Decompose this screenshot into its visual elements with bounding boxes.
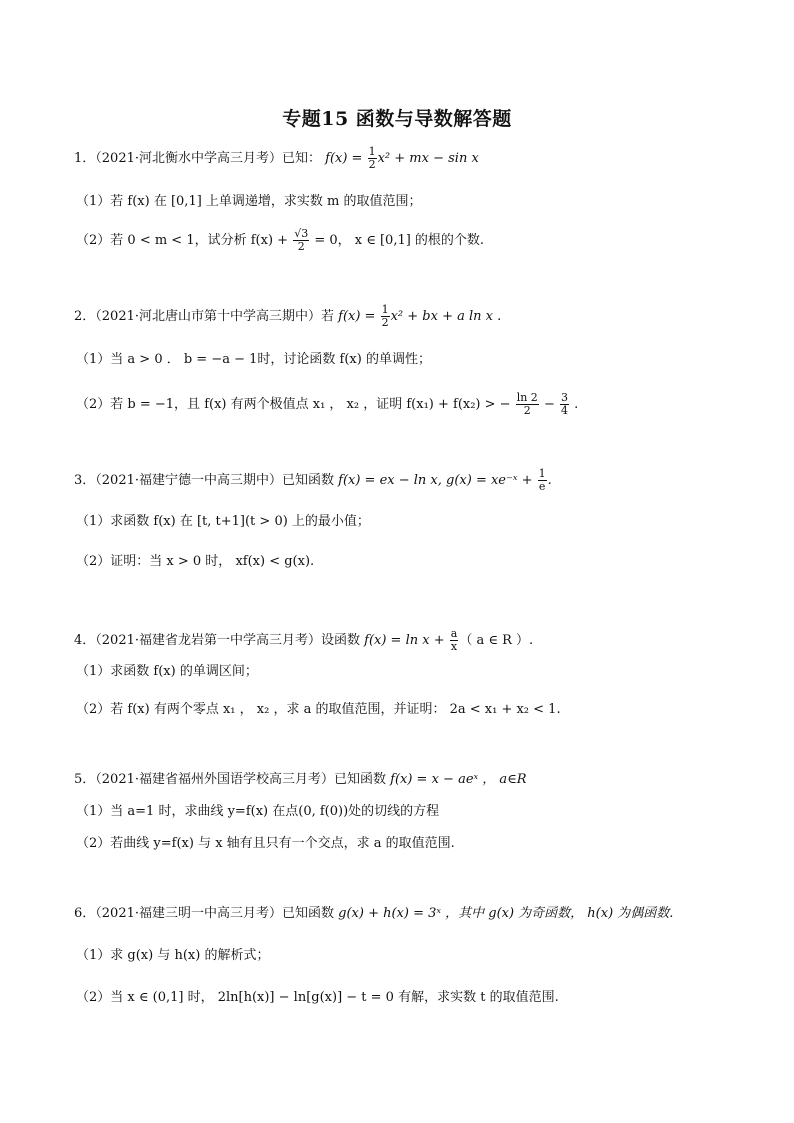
problem-6-part-2: （2）当 x ∈ (0,1] 时， 2ln[h(x)] − ln[g(x)] − t = 0 有解，求实数 t 的取值范围.	[76, 990, 559, 1005]
page-title: 专题15 函数与导数解答题	[282, 108, 512, 130]
problem-source: （2021·河北衡水中学高三月考）已知：	[95, 151, 321, 166]
problem-2-part-2: （2）若 b = −1，且 f(x) 有两个极值点 x₁ ， x₂ ，证明 f(x₁) + f(x₂) > − $\frac{\ln 2}{2}$ − $\frac{3}{4}$ .	[76, 391, 579, 417]
problem-4-stem: 4．（2021·福建省龙岩第一中学高三月考）设函数 f(x) = ln x + $\frac{a}{x}$ （ a ∈ R ）.	[74, 627, 534, 653]
problem-3-part-2: （2）证明：当 x > 0 时， xf(x) < g(x).	[76, 554, 315, 569]
problem-1-part-1: （1）若 f(x) 在 [0,1] 上单调递增，求实数 m 的取值范围；	[76, 194, 422, 209]
fraction: $\frac{\ln 2}{2}$	[516, 391, 538, 417]
math-expression: x² + mx − sin x	[377, 151, 479, 166]
fraction: $\frac{1}{2}$	[381, 303, 389, 329]
problem-3-stem: 3．（2021·福建宁德一中高三期中）已知函数 f(x) = ex − ln x, g(x) = xe⁻ˣ + $\frac{1}{e}$ .	[74, 467, 552, 493]
problem-1-stem	[74, 146, 479, 171]
problem-5-part-1: （1）当 a=1 时，求曲线 y=f(x) 在点(0, f(0))处的切线的方程	[76, 804, 440, 819]
problem-6-part-1: （1）求 g(x) 与 h(x) 的解析式；	[76, 948, 270, 963]
fraction: $\frac{1}{e}$	[538, 467, 546, 493]
problem-6-stem: 6．（2021·福建三明一中高三月考）已知函数 g(x) + h(x) = 3ˣ ，其中 g(x) 为奇函数， h(x) 为偶函数.	[74, 906, 674, 921]
fraction: $\frac{1}{2}$	[368, 145, 376, 171]
problem-number: 1．	[74, 151, 96, 166]
problem-5-part-2: （2）若曲线 y=f(x) 与 x 轴有且只有一个交点，求 a 的取值范围.	[76, 836, 455, 851]
math-expression: f(x) =	[325, 151, 367, 166]
problem-2-part-1: （1）当 a > 0 ． b = −a − 1时，讨论函数 f(x) 的单调性；	[76, 352, 431, 367]
problem-4-part-1: （1）求函数 f(x) 的单调区间；	[76, 664, 258, 679]
problem-4-part-2: （2）若 f(x) 有两个零点 x₁ ， x₂ ，求 a 的取值范围，并证明： 2a < x₁ + x₂ < 1.	[76, 702, 561, 717]
problem-2-stem: 2．（2021·河北唐山市第十中学高三期中）若 f(x) = $\frac{1}{2}$ x² + bx + a ln x .	[74, 303, 502, 329]
problem-5-stem: 5．（2021·福建省福州外国语学校高三月考）已知函数 f(x) = x − aeˣ ， a∈R	[74, 772, 527, 787]
fraction: $\frac{a}{x}$	[450, 627, 458, 653]
problem-3-part-1: （1）求函数 f(x) 在 [t, t+1](t > 0) 上的最小值；	[76, 514, 370, 529]
problem-1-part-2: （2）若 0 < m < 1，试分析 f(x) + $\frac{√3}{2}$ = 0， x ∈ [0,1] 的根的个数.	[76, 227, 485, 253]
fraction: $\frac{3}{4}$	[560, 391, 568, 417]
fraction: $\frac{√3}{2}$	[294, 227, 309, 253]
